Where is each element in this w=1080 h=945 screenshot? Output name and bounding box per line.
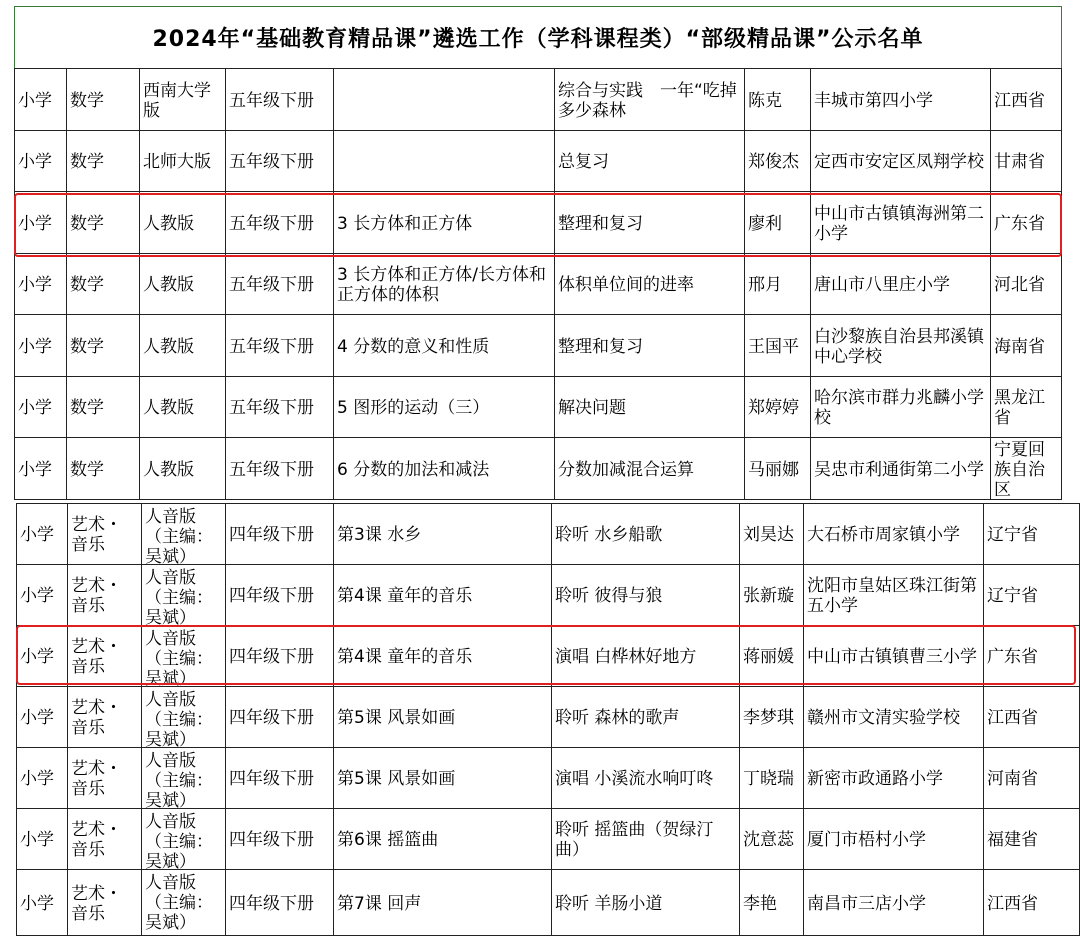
cell-subject: 数学	[67, 315, 140, 377]
cell-lesson: 聆听 羊肠小道	[552, 870, 740, 936]
cell-unit: 第4课 童年的音乐	[334, 565, 552, 626]
cell-unit: 3 长方体和正方体	[334, 192, 555, 254]
cell-unit: 4 分数的意义和性质	[334, 315, 555, 377]
cell-teacher: 刘昊达	[740, 504, 804, 565]
cell-stage: 小学	[14, 69, 67, 131]
cell-grade: 五年级下册	[226, 315, 334, 377]
cell-province: 江西省	[984, 687, 1080, 748]
table-row	[16, 626, 1080, 687]
cell-grade: 四年级下册	[226, 626, 334, 687]
cell-province: 辽宁省	[984, 565, 1080, 626]
cell-lesson: 演唱 小溪流水响叮咚	[552, 748, 740, 809]
cell-province: 甘肃省	[991, 131, 1062, 192]
table-row	[14, 254, 1062, 315]
cell-stage: 小学	[16, 504, 68, 565]
cell-school: 定西市安定区凤翔学校	[811, 131, 991, 192]
page-title: 2024年“基础教育精品课”遴选工作（学科课程类）“部级精品课”公示名单	[14, 6, 1062, 68]
table-row	[16, 870, 1080, 936]
cell-lesson: 综合与实践 一年“吃掉多少森林	[555, 69, 745, 131]
cell-stage: 小学	[16, 748, 68, 809]
cell-stage: 小学	[14, 131, 67, 192]
cell-teacher: 张新璇	[740, 565, 804, 626]
cell-teacher: 王国平	[745, 315, 811, 377]
cell-province: 广东省	[991, 192, 1062, 254]
cell-school: 中山市古镇镇曹三小学	[804, 626, 984, 687]
cell-school: 新密市政通路小学	[804, 748, 984, 809]
cell-grade: 五年级下册	[226, 131, 334, 192]
cell-school: 南昌市三店小学	[804, 870, 984, 936]
cell-province: 宁夏回族自治区	[991, 438, 1062, 500]
cell-province: 江西省	[991, 69, 1062, 131]
cell-subject: 艺术・音乐	[68, 687, 142, 748]
cell-grade: 四年级下册	[226, 870, 334, 936]
cell-edition: 人教版	[140, 438, 226, 500]
cell-grade: 四年级下册	[226, 748, 334, 809]
cell-grade: 五年级下册	[226, 438, 334, 500]
cell-lesson: 聆听 森林的歌声	[552, 687, 740, 748]
cell-edition: 人教版	[140, 192, 226, 254]
cell-subject: 数学	[67, 438, 140, 500]
cell-subject: 艺术・音乐	[68, 504, 142, 565]
cell-lesson: 分数加减混合运算	[555, 438, 745, 500]
cell-province: 海南省	[991, 315, 1062, 377]
table-row	[16, 504, 1080, 565]
table-row	[16, 687, 1080, 748]
cell-grade: 四年级下册	[226, 809, 334, 870]
cell-province: 河北省	[991, 254, 1062, 315]
cell-subject: 艺术・音乐	[68, 626, 142, 687]
cell-teacher: 陈克	[745, 69, 811, 131]
cell-lesson: 整理和复习	[555, 315, 745, 377]
cell-unit: 第7课 回声	[334, 870, 552, 936]
cell-teacher: 郑俊杰	[745, 131, 811, 192]
cell-school: 白沙黎族自治县邦溪镇中心学校	[811, 315, 991, 377]
cell-province: 辽宁省	[984, 504, 1080, 565]
table-row	[14, 315, 1062, 377]
cell-edition: 人教版	[140, 315, 226, 377]
cell-unit: 第3课 水乡	[334, 504, 552, 565]
cell-stage: 小学	[16, 809, 68, 870]
cell-teacher: 邢月	[745, 254, 811, 315]
cell-subject: 数学	[67, 254, 140, 315]
cell-edition: 人教版	[140, 254, 226, 315]
cell-edition: 人教版	[140, 377, 226, 438]
table-row	[14, 438, 1062, 500]
cell-teacher: 沈意蕊	[740, 809, 804, 870]
cell-teacher: 蒋丽媛	[740, 626, 804, 687]
table-row	[14, 69, 1062, 131]
cell-subject: 艺术・音乐	[68, 748, 142, 809]
cell-lesson: 总复习	[555, 131, 745, 192]
cell-edition: 北师大版	[140, 131, 226, 192]
cell-unit: 5 图形的运动（三）	[334, 377, 555, 438]
cell-unit: 3 长方体和正方体/长方体和正方体的体积	[334, 254, 555, 315]
cell-school: 沈阳市皇姑区珠江街第五小学	[804, 565, 984, 626]
cell-subject: 数学	[67, 69, 140, 131]
cell-school: 唐山市八里庄小学	[811, 254, 991, 315]
cell-province: 福建省	[984, 809, 1080, 870]
cell-unit: 第5课 风景如画	[334, 748, 552, 809]
table-row	[14, 131, 1062, 192]
cell-stage: 小学	[16, 687, 68, 748]
cell-edition: 人音版（主编：吴斌）	[142, 748, 226, 809]
course-table-music	[16, 503, 1080, 936]
cell-stage: 小学	[16, 565, 68, 626]
cell-edition: 西南大学版	[140, 69, 226, 131]
cell-teacher: 李梦琪	[740, 687, 804, 748]
cell-province: 河南省	[984, 748, 1080, 809]
cell-grade: 四年级下册	[226, 504, 334, 565]
cell-unit: 第6课 摇篮曲	[334, 809, 552, 870]
table-row	[14, 192, 1062, 254]
cell-stage: 小学	[14, 254, 67, 315]
cell-grade: 五年级下册	[226, 69, 334, 131]
cell-subject: 数学	[67, 377, 140, 438]
cell-stage: 小学	[16, 626, 68, 687]
cell-school: 丰城市第四小学	[811, 69, 991, 131]
cell-stage: 小学	[14, 315, 67, 377]
cell-stage: 小学	[14, 192, 67, 254]
cell-unit: 6 分数的加法和减法	[334, 438, 555, 500]
cell-edition: 人音版（主编：吴斌）	[142, 504, 226, 565]
cell-lesson: 演唱 白桦林好地方	[552, 626, 740, 687]
cell-grade: 四年级下册	[226, 565, 334, 626]
cell-lesson: 聆听 水乡船歌	[552, 504, 740, 565]
cell-edition: 人音版（主编：吴斌）	[142, 565, 226, 626]
cell-subject: 艺术・音乐	[68, 565, 142, 626]
cell-teacher: 廖利	[745, 192, 811, 254]
table-row	[16, 748, 1080, 809]
cell-subject: 数学	[67, 131, 140, 192]
cell-school: 中山市古镇镇海洲第二小学	[811, 192, 991, 254]
cell-province: 江西省	[984, 870, 1080, 936]
cell-stage: 小学	[14, 377, 67, 438]
cell-grade: 四年级下册	[226, 687, 334, 748]
cell-teacher: 李艳	[740, 870, 804, 936]
cell-teacher: 马丽娜	[745, 438, 811, 500]
cell-edition: 人音版（主编：吴斌）	[142, 687, 226, 748]
cell-unit	[334, 131, 555, 192]
cell-teacher: 郑婷婷	[745, 377, 811, 438]
cell-lesson: 整理和复习	[555, 192, 745, 254]
cell-lesson: 解决问题	[555, 377, 745, 438]
cell-province: 广东省	[984, 626, 1080, 687]
cell-subject: 数学	[67, 192, 140, 254]
cell-teacher: 丁晓瑞	[740, 748, 804, 809]
cell-stage: 小学	[14, 438, 67, 500]
cell-unit: 第4课 童年的音乐	[334, 626, 552, 687]
cell-edition: 人音版（主编：吴斌）	[142, 809, 226, 870]
course-table-math	[14, 68, 1062, 500]
cell-subject: 艺术・音乐	[68, 870, 142, 936]
cell-lesson: 聆听 彼得与狼	[552, 565, 740, 626]
cell-stage: 小学	[16, 870, 68, 936]
cell-lesson: 体积单位间的进率	[555, 254, 745, 315]
cell-school: 大石桥市周家镇小学	[804, 504, 984, 565]
cell-school: 哈尔滨市群力兆麟小学校	[811, 377, 991, 438]
cell-lesson: 聆听 摇篮曲（贺绿汀曲）	[552, 809, 740, 870]
cell-province: 黑龙江省	[991, 377, 1062, 438]
cell-unit	[334, 69, 555, 131]
cell-grade: 五年级下册	[226, 192, 334, 254]
cell-unit: 第5课 风景如画	[334, 687, 552, 748]
cell-school: 赣州市文清实验学校	[804, 687, 984, 748]
cell-school: 吴忠市利通街第二小学	[811, 438, 991, 500]
cell-grade: 五年级下册	[226, 377, 334, 438]
cell-subject: 艺术・音乐	[68, 809, 142, 870]
cell-school: 厦门市梧村小学	[804, 809, 984, 870]
table-row	[14, 377, 1062, 438]
cell-edition: 人音版（主编：吴斌）	[142, 870, 226, 936]
cell-grade: 五年级下册	[226, 254, 334, 315]
table-row	[16, 565, 1080, 626]
table-row	[16, 809, 1080, 870]
cell-edition: 人音版（主编：吴斌）	[142, 626, 226, 687]
